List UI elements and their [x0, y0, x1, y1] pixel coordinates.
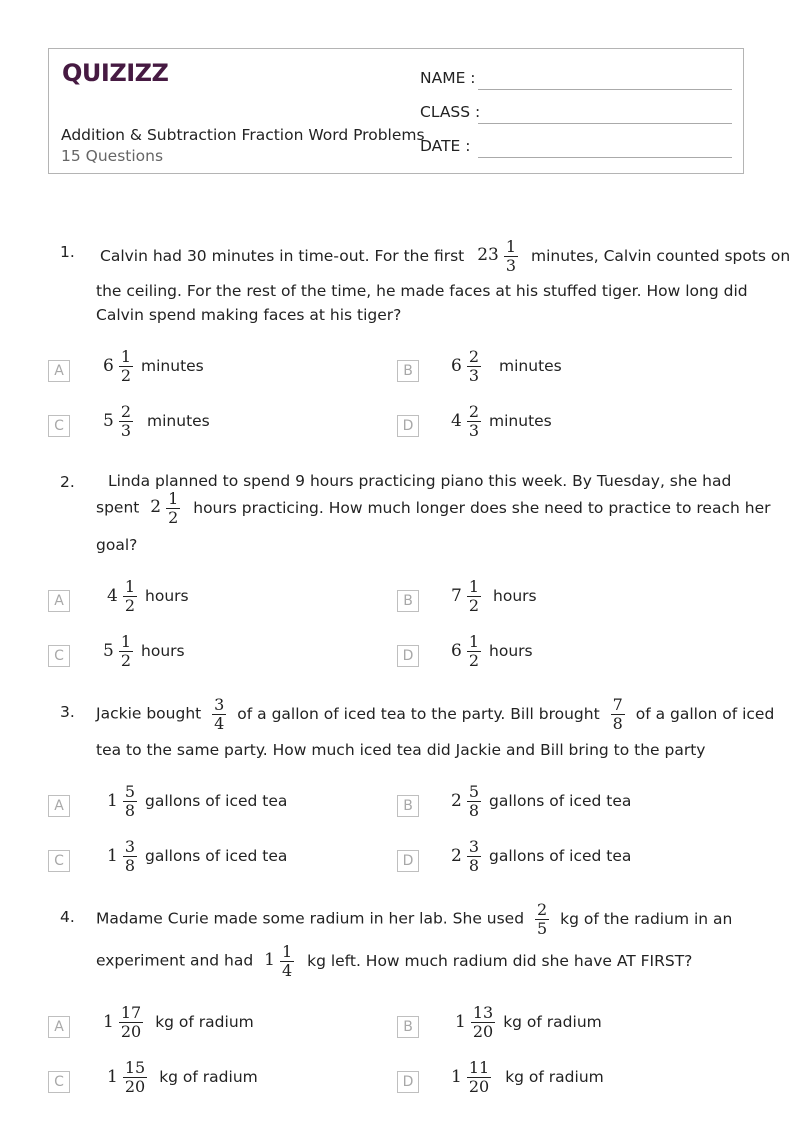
fraction-whole: 5 — [103, 641, 114, 662]
option-c-box[interactable]: C — [48, 415, 70, 437]
fraction — [119, 1004, 143, 1040]
question-text-part: kg left. How much radium did she have AT FIRST? — [307, 951, 693, 970]
fraction-denominator: 2 — [120, 650, 132, 670]
mixed-fraction — [107, 1059, 147, 1095]
question-text-part: spent — [96, 498, 140, 517]
fraction — [471, 1004, 495, 1040]
option-unit: minutes — [499, 357, 562, 376]
fraction — [166, 490, 180, 526]
fraction-denominator: 20 — [468, 1076, 490, 1096]
question-number: 3. — [60, 703, 75, 721]
fraction-numerator: 17 — [120, 1003, 142, 1022]
question-text-part: of a gallon of iced tea to the party. Bill brought — [237, 704, 600, 723]
fraction-numerator: 15 — [124, 1058, 146, 1077]
mixed-fraction — [451, 578, 481, 614]
option-a-answer[interactable] — [103, 348, 204, 384]
fraction-numerator: 3 — [214, 695, 225, 714]
question-text-part: minutes, Calvin counted spots on — [530, 246, 791, 265]
fraction-denominator: 8 — [612, 713, 623, 733]
option-unit: hours — [489, 642, 533, 661]
mixed-fraction — [107, 783, 137, 819]
option-a-box[interactable]: A — [48, 590, 70, 612]
fraction-whole: 2 — [451, 791, 462, 812]
fraction — [123, 783, 137, 819]
fraction-numerator: 1 — [505, 237, 517, 256]
worksheet-header — [48, 48, 744, 174]
question-text-part: kg of the radium in an — [560, 909, 733, 928]
option-d-box[interactable]: D — [397, 645, 419, 667]
fraction-whole: 1 — [451, 1067, 462, 1088]
option-unit: kg of radium — [155, 1013, 254, 1032]
worksheet-title: Addition & Subtraction Fraction Word Problems — [61, 126, 425, 144]
option-b-answer[interactable] — [451, 348, 562, 384]
question-text-line: tea to the same party. How much iced tea did Jackie and Bill bring to the party — [96, 741, 706, 759]
mixed-fraction — [451, 783, 481, 819]
mixed-fraction — [477, 238, 518, 274]
fraction-numerator: 2 — [120, 402, 132, 421]
option-unit: kg of radium — [159, 1068, 258, 1087]
fraction-denominator: 3 — [120, 420, 132, 440]
fraction-denominator: 8 — [124, 800, 136, 820]
option-b-answer[interactable] — [455, 1004, 602, 1040]
option-a-answer[interactable] — [103, 1004, 254, 1040]
fraction — [467, 1059, 491, 1095]
class-line — [478, 123, 732, 124]
fraction — [119, 348, 133, 384]
fraction-whole: 2 — [451, 846, 462, 867]
fraction-denominator: 3 — [468, 365, 480, 385]
option-c-answer[interactable] — [107, 1059, 258, 1095]
fraction-denominator: 5 — [537, 918, 548, 938]
option-d-answer[interactable] — [451, 838, 631, 874]
fraction-denominator: 4 — [281, 960, 293, 980]
fraction-whole: 4 — [107, 586, 118, 607]
option-c-answer[interactable] — [107, 838, 287, 874]
fraction-whole: 1 — [107, 846, 118, 867]
question-number: 4. — [60, 908, 75, 926]
mixed-fraction — [107, 578, 137, 614]
option-unit: gallons of iced tea — [145, 792, 288, 811]
fraction-denominator: 2 — [468, 650, 480, 670]
fraction-whole: 1 — [455, 1012, 466, 1033]
option-d-box[interactable]: D — [397, 850, 419, 872]
option-a-box[interactable]: A — [48, 795, 70, 817]
name-line — [478, 89, 732, 90]
option-c-answer[interactable] — [103, 633, 185, 669]
class-label: CLASS : — [420, 103, 481, 121]
fraction — [119, 633, 133, 669]
fraction-numerator: 1 — [124, 577, 136, 596]
question-text-part: Calvin had 30 minutes in time-out. For the first — [100, 246, 465, 265]
fraction-numerator: 11 — [468, 1058, 490, 1077]
fraction-whole: 1 — [107, 791, 118, 812]
fraction-denominator: 20 — [120, 1021, 142, 1041]
option-b-box[interactable]: B — [397, 795, 419, 817]
fraction-whole: 6 — [451, 356, 462, 377]
mixed-fraction — [103, 633, 133, 669]
question-text-line: Linda planned to spend 9 hours practicing piano this week. By Tuesday, she had — [108, 472, 732, 490]
question-number: 2. — [60, 473, 75, 491]
fraction-denominator: 20 — [124, 1076, 146, 1096]
question-count: 15 Questions — [61, 147, 164, 165]
fraction — [123, 1059, 147, 1095]
mixed-fraction — [103, 403, 133, 439]
question-text-part: hours practicing. How much longer does she need to practice to reach her — [193, 498, 771, 517]
option-a-answer[interactable] — [107, 783, 287, 819]
option-d-box[interactable]: D — [397, 1071, 419, 1093]
mixed-fraction — [451, 403, 481, 439]
option-unit: minutes — [489, 412, 552, 431]
fraction — [467, 783, 481, 819]
fraction-denominator: 8 — [124, 855, 136, 875]
mixed-fraction — [451, 633, 481, 669]
fraction-numerator: 3 — [124, 837, 136, 856]
question-text-part: Madame Curie made some radium in her lab. She used — [96, 909, 525, 928]
option-unit: gallons of iced tea — [489, 847, 632, 866]
fraction-numerator: 2 — [537, 900, 548, 919]
fraction-whole: 4 — [451, 411, 462, 432]
option-a-answer[interactable] — [107, 578, 189, 614]
fraction — [467, 838, 481, 874]
fraction — [535, 901, 549, 937]
option-d-answer[interactable] — [451, 403, 552, 439]
fraction-denominator: 2 — [168, 507, 179, 527]
question-text-part: Jackie bought — [96, 704, 202, 723]
option-unit: gallons of iced tea — [145, 847, 288, 866]
fraction — [123, 578, 137, 614]
fraction — [212, 696, 226, 732]
fraction-whole: 1 — [107, 1067, 118, 1088]
fraction-numerator: 1 — [120, 632, 132, 651]
fraction-denominator: 3 — [505, 255, 517, 275]
fraction-denominator: 2 — [468, 595, 480, 615]
mixed-fraction — [451, 838, 481, 874]
fraction-numerator: 13 — [472, 1003, 494, 1022]
fraction-denominator: 8 — [468, 800, 480, 820]
fraction-numerator: 7 — [612, 695, 623, 714]
fraction — [467, 578, 481, 614]
option-a-box[interactable]: A — [48, 360, 70, 382]
fraction-numerator: 1 — [281, 942, 293, 961]
fraction-whole: 7 — [451, 586, 462, 607]
fraction-whole: 6 — [103, 356, 114, 377]
question-text-part: experiment and had — [96, 951, 254, 970]
option-b-box[interactable]: B — [397, 1016, 419, 1038]
option-unit: minutes — [147, 412, 210, 431]
mixed-fraction — [103, 1004, 143, 1040]
name-field[interactable] — [420, 69, 476, 87]
fraction-numerator: 5 — [468, 782, 480, 801]
mixed-fraction — [150, 490, 180, 526]
option-unit: hours — [493, 587, 537, 606]
fraction-denominator: 8 — [468, 855, 480, 875]
fraction-numerator: 2 — [468, 347, 480, 366]
quizizz-logo: QUIZIZZ — [62, 59, 169, 87]
question-text-line: goal? — [96, 536, 138, 554]
mixed-fraction — [451, 348, 481, 384]
option-unit: kg of radium — [505, 1068, 604, 1087]
fraction-denominator: 3 — [468, 420, 480, 440]
fraction-denominator: 2 — [120, 365, 132, 385]
fraction-whole: 6 — [451, 641, 462, 662]
fraction-numerator: 1 — [468, 632, 480, 651]
option-c-box[interactable]: C — [48, 850, 70, 872]
option-unit: hours — [141, 642, 185, 661]
option-d-answer[interactable] — [451, 1059, 604, 1095]
mixed-fraction — [264, 943, 294, 979]
option-unit: minutes — [141, 357, 204, 376]
fraction-numerator: 1 — [168, 489, 179, 508]
date-field[interactable] — [420, 137, 470, 155]
fraction-denominator: 2 — [124, 595, 136, 615]
option-b-answer[interactable] — [451, 783, 631, 819]
fraction-whole: 1 — [264, 950, 275, 971]
fraction — [467, 633, 481, 669]
option-d-answer[interactable] — [451, 633, 533, 669]
date-line — [478, 157, 732, 158]
fraction — [119, 403, 133, 439]
option-a-box[interactable]: A — [48, 1016, 70, 1038]
fraction — [611, 696, 625, 732]
option-c-box[interactable]: C — [48, 645, 70, 667]
date-label: DATE : — [420, 137, 471, 155]
class-field[interactable] — [420, 103, 480, 121]
fraction — [123, 838, 137, 874]
mixed-fraction — [455, 1004, 495, 1040]
mixed-fraction — [103, 348, 133, 384]
option-c-answer[interactable] — [103, 403, 210, 439]
fraction-whole: 1 — [103, 1012, 114, 1033]
option-unit: hours — [145, 587, 189, 606]
fraction-numerator: 1 — [120, 347, 132, 366]
option-b-answer[interactable] — [451, 578, 537, 614]
option-b-box[interactable]: B — [397, 360, 419, 382]
fraction — [504, 238, 518, 274]
option-b-box[interactable]: B — [397, 590, 419, 612]
fraction-numerator: 2 — [468, 402, 480, 421]
fraction-whole: 5 — [103, 411, 114, 432]
fraction-numerator: 1 — [468, 577, 480, 596]
fraction-numerator: 5 — [124, 782, 136, 801]
question-number: 1. — [60, 243, 75, 261]
fraction-whole: 23 — [477, 245, 499, 266]
fraction-whole: 2 — [150, 497, 162, 518]
fraction — [280, 943, 294, 979]
option-unit: gallons of iced tea — [489, 792, 632, 811]
option-c-box[interactable]: C — [48, 1071, 70, 1093]
option-d-box[interactable]: D — [397, 415, 419, 437]
question-text-part: of a gallon of iced — [635, 704, 775, 723]
fraction — [467, 348, 481, 384]
question-text-line: the ceiling. For the rest of the time, he made faces at his stuffed tiger. How long did — [96, 282, 748, 300]
question-text-line: Calvin spend making faces at his tiger? — [96, 306, 402, 324]
mixed-fraction — [107, 838, 137, 874]
fraction — [467, 403, 481, 439]
option-unit: kg of radium — [503, 1013, 602, 1032]
fraction-numerator: 3 — [468, 837, 480, 856]
name-label: NAME : — [420, 69, 476, 87]
fraction-denominator: 20 — [472, 1021, 494, 1041]
fraction-denominator: 4 — [214, 713, 225, 733]
mixed-fraction — [451, 1059, 491, 1095]
